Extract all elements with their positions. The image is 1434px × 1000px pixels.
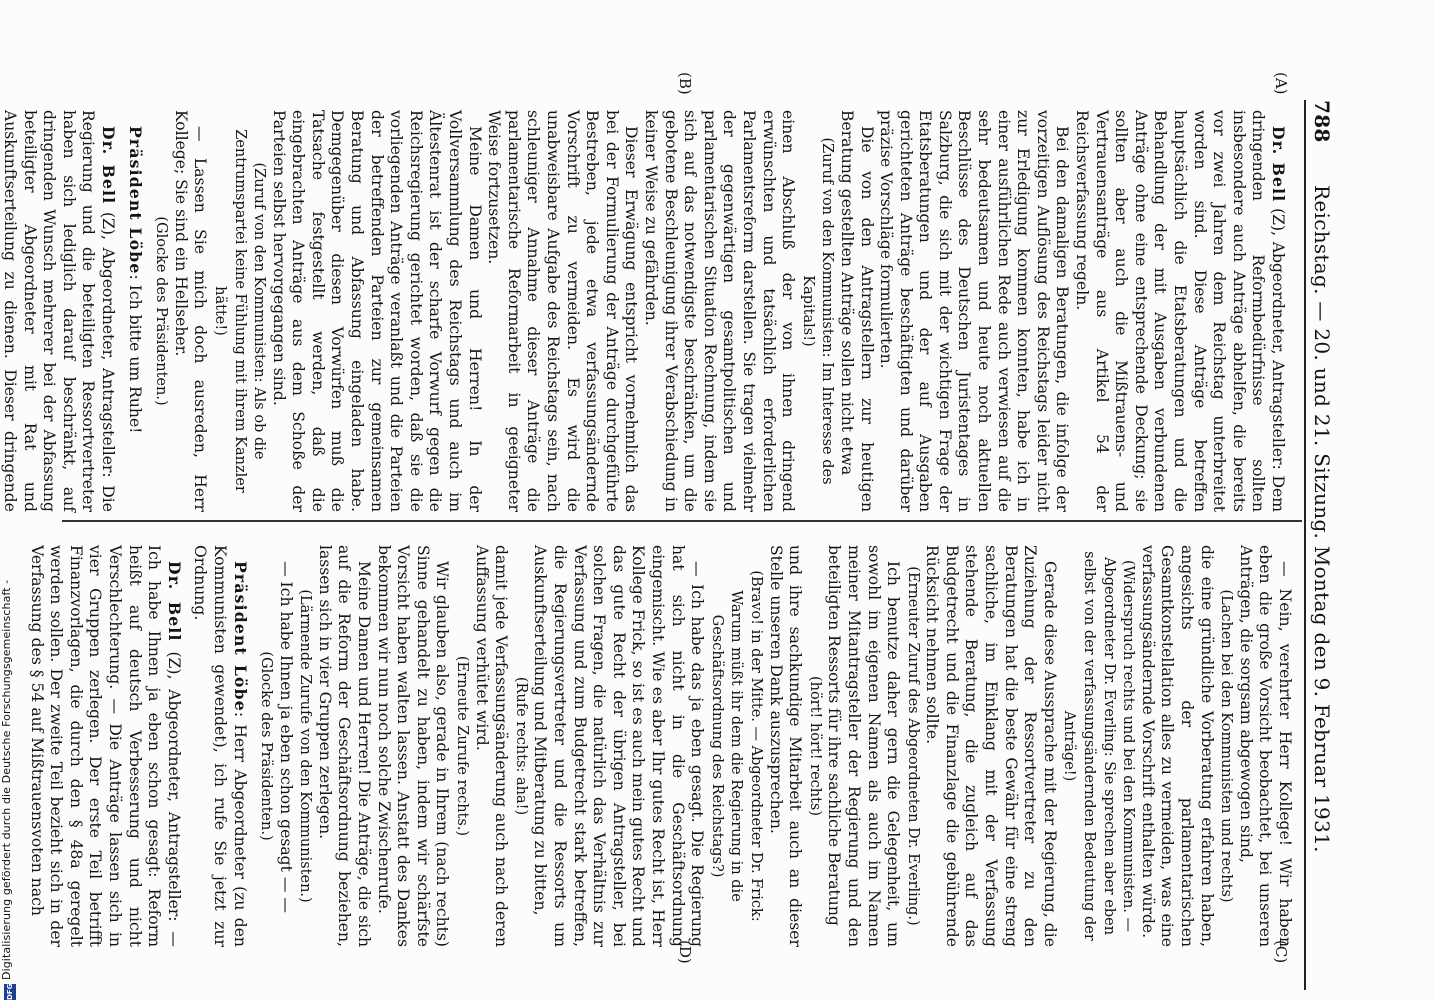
- body-paragraph: — Ich habe das ja eben gesagt. Die Regierung hat sich nicht in die Geschäftsordnung eingemischt. Wie es aber Ihr gutes Recht ist, Herr Kollege Frick, so ist es auch mein gutes Recht und das gute Recht der übrigen Antragsteller, bei solchen Fragen, die natürlich das Verhältnis zur Verfassung und zum Budgetrecht stark betreffen, die Regierungsvertreter und die Ressorts um Auskunftserteilung und Mitberatung zu bitten,: [531, 545, 707, 947]
- margin-mark-c: (C): [1272, 940, 1290, 964]
- continuation-paragraph: die eine gründliche Vorberatung erfahren haben, angesichts der parlamentarischen Gesamtkonstellation alles zu vermeiden, was eine verfassungsändernde Vorschrift enthalten würde.: [1138, 545, 1216, 947]
- footer-strip: [0, 0, 24, 1000]
- body-paragraph: Meine Damen und Herren! In der Vollversammlung des Reichstags und auch im Ältestenrat ist der scharfe Vorwurf gegen die Reichsregierung gerichtet worden, daß sie die vorliegenden Anträge veranlaßt und die Parteien der betreffenden Parteien zur gemeinsamen Beratung und Abfassung eingeladen habe. Demgegenüber diesen Vorwürfen muß die Tatsache festgestellt werden, daß die eingebrachten Anträge aus dem Schoße der Parteien selbst hervorgegangen sind.: [269, 110, 484, 512]
- speaker-text: : Herr Abgeordneter (zu den Kommunisten gewendet), ich rufe Sie jetzt zur Ordnung.: [191, 545, 249, 947]
- body-paragraph: Ich benutze daher gern die Gelegenheit, um sowohl im eigenen Namen als auch im Namen meiner Mitantragsteller der Regierung und den beteiligten Ressorts für ihre sachliche Beratung: [825, 545, 903, 947]
- speaker-name: Präsident Löbe: [125, 126, 145, 275]
- margin-mark-a: (A): [1272, 72, 1290, 95]
- speaker-paragraph: [26, 545, 184, 947]
- body-paragraph: Meine Damen und Herren! Die Anträge, die sich auf die Reform der Geschäftsordnung beziehen, lassen sich in vier Gruppen zerlegen.: [315, 545, 374, 947]
- header-rule: [1304, 100, 1306, 990]
- speaker-name: Dr. Bell: [164, 561, 184, 642]
- body-paragraph: Die von den Antragstellern zur heutigen Beratung gestellten Anträge sollen nicht etwa: [837, 110, 876, 512]
- interjection: (Zuruf von den Kommunisten: Als ob die Zentrumspartei keine Fühlung mit ihrem Kanzler hätte!): [211, 129, 268, 493]
- speaker-paragraph: [190, 545, 250, 947]
- speaker-name: Dr. Bell: [1269, 126, 1288, 203]
- left-text-column: [0, 110, 1294, 512]
- page-number: 788: [1310, 100, 1334, 143]
- margin-mark-b: (B): [676, 72, 694, 95]
- footer-rotated: [0, 0, 24, 1000]
- speaker-text: (Z), Abgeordneter, Antragsteller: — Ich habe Ihnen ja eben schon gesagt: Reform heißt auf deutsch Verbesserung und nicht Verschlechterung. — Die Anträge lassen sich in vier Gruppen zerlegen. Der erste Teil betrifft Finanzvorlagen, die durch den § 48a geregelt werden sollen. Der zweite Teil bezieht sich in der Verfassung des § 54 auf Mißtrauensvoten nach: [27, 545, 183, 947]
- body-paragraph: Bei den damaligen Beratungen, die infolge der vorzeitigen Auflösung des Reichstags leider nicht zur Erledigung kommen konnten, habe ich in einer ausführlichen Rede auch verwiesen auf die sehr bedeutsamen und heute noch aktuellen Beschlüsse des Deutschen Juristentages in Salzburg, die sich mit der wichtigen Frage der Etatsberatungen und der auf Ausgaben gerichteten Anträge beschäftigten und darüber präzise Vorschläge formulierten.: [877, 110, 1072, 512]
- body-paragraph: — Ich habe Ihnen ja eben schon gesagt — —: [276, 561, 295, 913]
- body-paragraph: — Lassen Sie mich doch ausreden, Herr Kollege; Sie sind ein Hellseher.: [171, 110, 210, 512]
- speaker-name: Präsident Löbe: [230, 561, 250, 712]
- continuation-paragraph: einen Abschluß der von ihnen dringend erwünschten und tatsächlich erforderlichen Parlamentsreform darstellen. Sie tragen vielmehr der gegenwärtigen gesamtpolitischen und parlamentarischen Situation Rechnung, indem sie sich auf das notwendigste beschränken, um die gebotene Beschleunigung ihrer Verabschiedung in keiner Weise zu gefährden.: [642, 110, 798, 512]
- column-divider: [62, 520, 1302, 522]
- speaker-paragraph: [1071, 110, 1288, 512]
- interjection: (Glocke des Präsidenten.): [153, 216, 170, 406]
- body-paragraph: — Nein, verehrter Herr Kollege! Wir haben eben die große Vorsicht beobachtet, bei unseren Anträgen, die sorgsam abgewogen sind,: [1236, 545, 1294, 947]
- speaker-text: (Z), Abgeordneter, Antragsteller: Dem dringenden Reformbedürfnisse sollten insbesondere auch Anträge abhelfen, die bereits vor zwei Jahren dem Reichstag unterbreitet worden sind. Diese Anträge betreffen hauptsächlich die Etatsberatungen und die Behandlung der mit Ausgaben verbundenen Anträge ohne eine entsprechende Deckung; sie sollten aber auch die Mißtrauens- und Vertrauensanträge aus Artikel 54 der Reichsverfassung regeln.: [1073, 110, 1287, 512]
- interjection: (Widerspruch rechts und bei den Kommunisten. — Abgeordneter Dr. Everling: Sie sprechen aber eben selbst von der verfassungsändernden Bedeutung der Anträge!): [1061, 551, 1137, 941]
- interjection: (Lärmende Zurufe von den Kommunisten.): [297, 589, 314, 903]
- interjection: (hört! hört! rechts): [806, 675, 823, 817]
- dfg-logo: DFG: [6, 983, 14, 1000]
- continuation-paragraph: und ihre sachkundige Mitarbeit auch an dieser Stelle unseren Dank auszusprechen.: [766, 545, 805, 947]
- right-text-column: [26, 545, 1294, 947]
- speaker-text: (Z), Abgeordneter, Antragsteller: Die Regierung und die beteiligten Ressortvertreter haben sich lediglich darauf beschränkt, auf dringenden Wunsch mehrerer bei der Abfassung beteiligter Abgeordneter mit Rat und Auskunftserteilung zu dienen. Dieser dringende: [1, 110, 117, 512]
- interjection: (Glocke des Präsidenten.): [258, 651, 275, 841]
- body-paragraph: Wir glauben also, gerade in Ihrem (nach rechts) Sinne gehandelt zu haben, indem wir schärfste Vorsicht haben walten lassen. Anstatt des Dankes bekommen wir nun noch solche Zwischenrufe.: [374, 545, 452, 947]
- interjection: (Bravo! in der Mitte. — Abgeordneter Dr. Frick: Warum müßt ihr dem die Regierung in die Geschäftsordnung des Reichstags?): [708, 570, 764, 922]
- speaker-name: Dr. Bell: [98, 126, 118, 205]
- page-title: Reichstag. — 20. und 21. Sitzung. Montag den 9. Februar 1931.: [1310, 185, 1334, 853]
- interjection: (Erneuter Zuruf des Abgeordneten Dr. Everling.): [904, 566, 921, 926]
- margin-mark-d: (D): [676, 940, 694, 964]
- interjection: (Lachen bei den Kommunisten und rechts): [1218, 589, 1235, 903]
- interjection: (Rufe rechts: aha!): [512, 676, 529, 816]
- continuation-paragraph: damit jede Verfassungsänderung auch nach deren Auffassung verhütet wird.: [472, 545, 511, 947]
- interjection: (Zuruf von den Kommunisten: Im Interesse des Kapitals!): [799, 137, 836, 485]
- body-paragraph: Dieser Erwägung entspricht vornehmlich das bei der Formulierung der Anträge durchgeführte Bestreben, jede etwa verfassungsändernde Vorschrift zu vermeiden. Es wird die unabweisbare Aufgabe des Reichstags sein, nach schleuniger Annahme dieser Anträge die parlamentarische Reformarbeit in geeigneter Weise fortzusetzen.: [485, 110, 641, 512]
- footer-credit: Digitalisierung gefördert durch die Deutsche Forschungsgemeinschaft -: [0, 579, 13, 980]
- speaker-paragraph: [124, 110, 145, 512]
- speaker-text: : Ich bitte um Ruhe!: [125, 274, 144, 434]
- interjection: (Erneute Zurufe rechts.): [454, 655, 471, 837]
- body-paragraph: Gerade diese Aussprache mit der Regierung, die Zuziehung der Ressortvertreter zu den Beratungen hat die beste Gewähr für eine streng sachliche, im Einklang mit der Verfassung stehende Beratung, die zugleich auf das Budgetrecht und die Finanzlage die gebührende Rücksicht nehmen sollte.: [923, 545, 1059, 947]
